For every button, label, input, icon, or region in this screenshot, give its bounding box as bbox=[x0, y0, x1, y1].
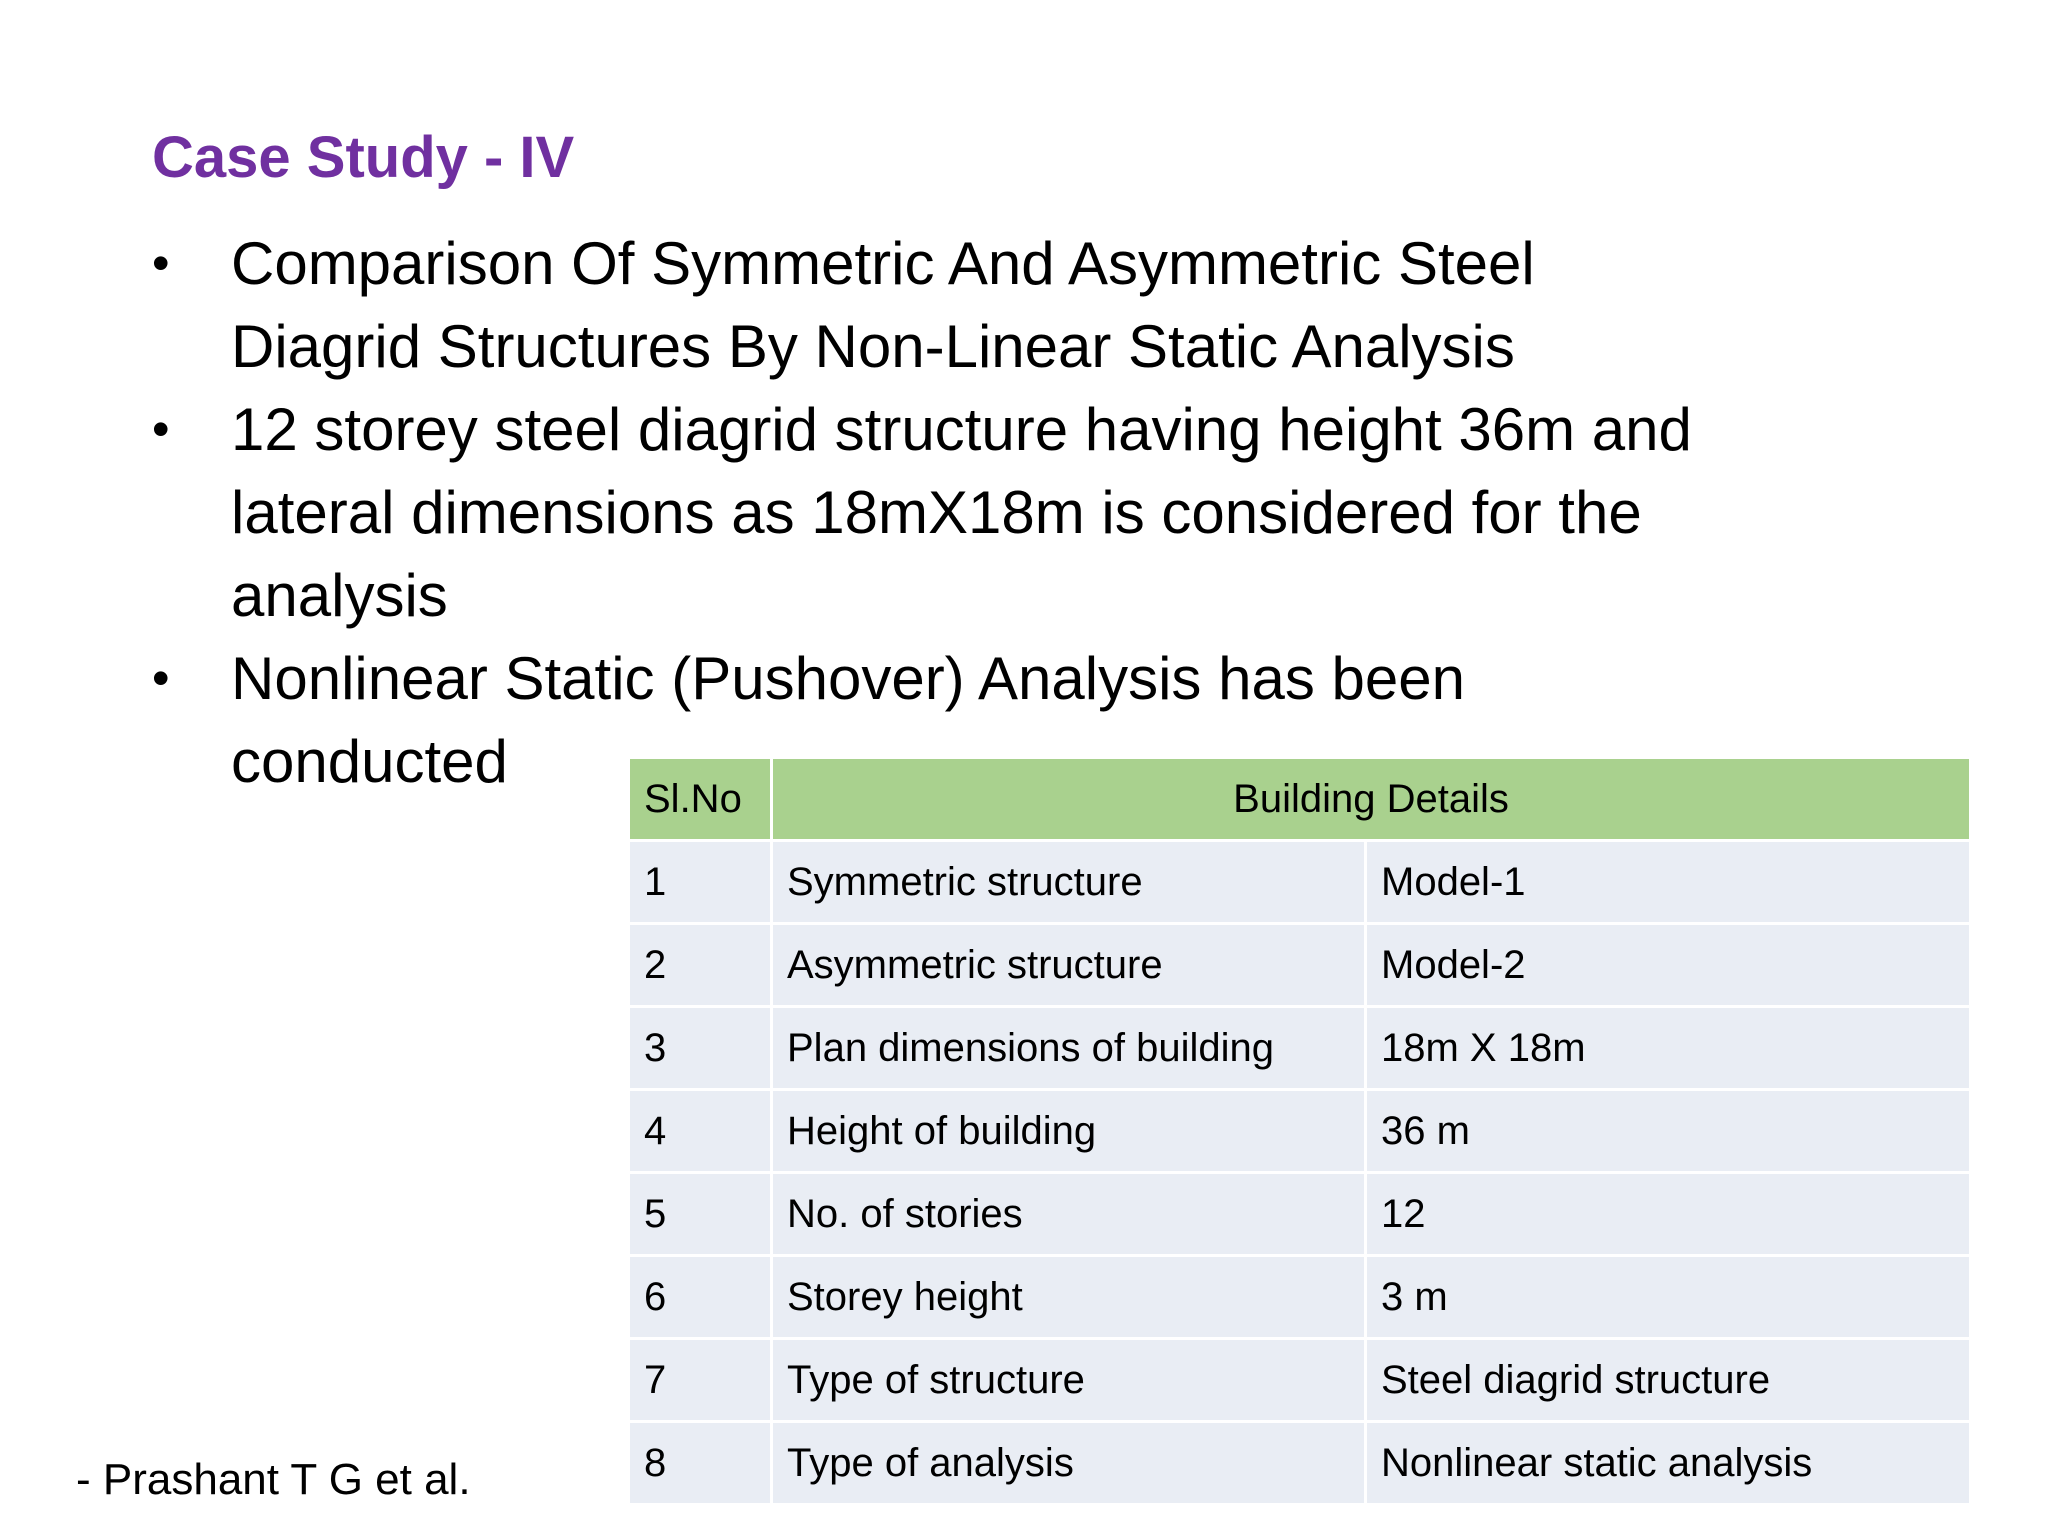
cell-sl-no: 5 bbox=[629, 1173, 772, 1256]
bullet-item bbox=[140, 222, 1840, 388]
table-row bbox=[629, 1007, 1971, 1090]
cell-value: Nonlinear static analysis bbox=[1366, 1422, 1971, 1505]
table-row bbox=[629, 924, 1971, 1007]
bullet-line: Nonlinear Static (Pushover) Analysis has been bbox=[231, 645, 1465, 712]
bullet-line: Comparison Of Symmetric And Asymmetric Steel bbox=[231, 230, 1535, 297]
cell-value: Steel diagrid structure bbox=[1366, 1339, 1971, 1422]
table-row bbox=[629, 1339, 1971, 1422]
table-row bbox=[629, 1422, 1971, 1505]
cell-item: Symmetric structure bbox=[772, 841, 1366, 924]
cell-sl-no: 4 bbox=[629, 1090, 772, 1173]
bullet-icon: • bbox=[152, 235, 170, 291]
cell-item: Type of analysis bbox=[772, 1422, 1366, 1505]
cell-sl-no: 8 bbox=[629, 1422, 772, 1505]
bullet-icon: • bbox=[152, 650, 170, 706]
cell-value: Model-1 bbox=[1366, 841, 1971, 924]
table-header-row bbox=[629, 758, 1971, 841]
cell-sl-no: 3 bbox=[629, 1007, 772, 1090]
cell-item: Asymmetric structure bbox=[772, 924, 1366, 1007]
bullet-item bbox=[140, 388, 1840, 637]
cell-item: Plan dimensions of building bbox=[772, 1007, 1366, 1090]
table-row bbox=[629, 1256, 1971, 1339]
cell-item: Height of building bbox=[772, 1090, 1366, 1173]
table-row bbox=[629, 1173, 1971, 1256]
cell-item: Storey height bbox=[772, 1256, 1366, 1339]
bullet-line: analysis bbox=[231, 562, 448, 629]
cell-value: 12 bbox=[1366, 1173, 1971, 1256]
header-sl-no: Sl.No bbox=[629, 758, 772, 841]
cell-sl-no: 6 bbox=[629, 1256, 772, 1339]
cell-sl-no: 1 bbox=[629, 841, 772, 924]
bullet-line: 12 storey steel diagrid structure having height 36m and bbox=[231, 396, 1692, 463]
cell-item: No. of stories bbox=[772, 1173, 1366, 1256]
slide-title: Case Study - IV bbox=[152, 125, 575, 190]
cell-value: 18m X 18m bbox=[1366, 1007, 1971, 1090]
author-credit: - Prashant T G et al. bbox=[76, 1455, 471, 1504]
table-row bbox=[629, 841, 1971, 924]
cell-sl-no: 2 bbox=[629, 924, 772, 1007]
cell-value: 3 m bbox=[1366, 1256, 1971, 1339]
cell-sl-no: 7 bbox=[629, 1339, 772, 1422]
table-row bbox=[629, 1090, 1971, 1173]
bullet-line: Diagrid Structures By Non-Linear Static Analysis bbox=[231, 313, 1515, 380]
bullet-list bbox=[140, 222, 1840, 803]
header-building-details: Building Details bbox=[772, 758, 1971, 841]
bullet-line: conducted bbox=[231, 728, 508, 795]
bullet-line: lateral dimensions as 18mX18m is considered for the bbox=[231, 479, 1642, 546]
cell-item: Type of structure bbox=[772, 1339, 1366, 1422]
building-details-table bbox=[627, 756, 1972, 1506]
cell-value: 36 m bbox=[1366, 1090, 1971, 1173]
cell-value: Model-2 bbox=[1366, 924, 1971, 1007]
bullet-icon: • bbox=[152, 401, 170, 457]
